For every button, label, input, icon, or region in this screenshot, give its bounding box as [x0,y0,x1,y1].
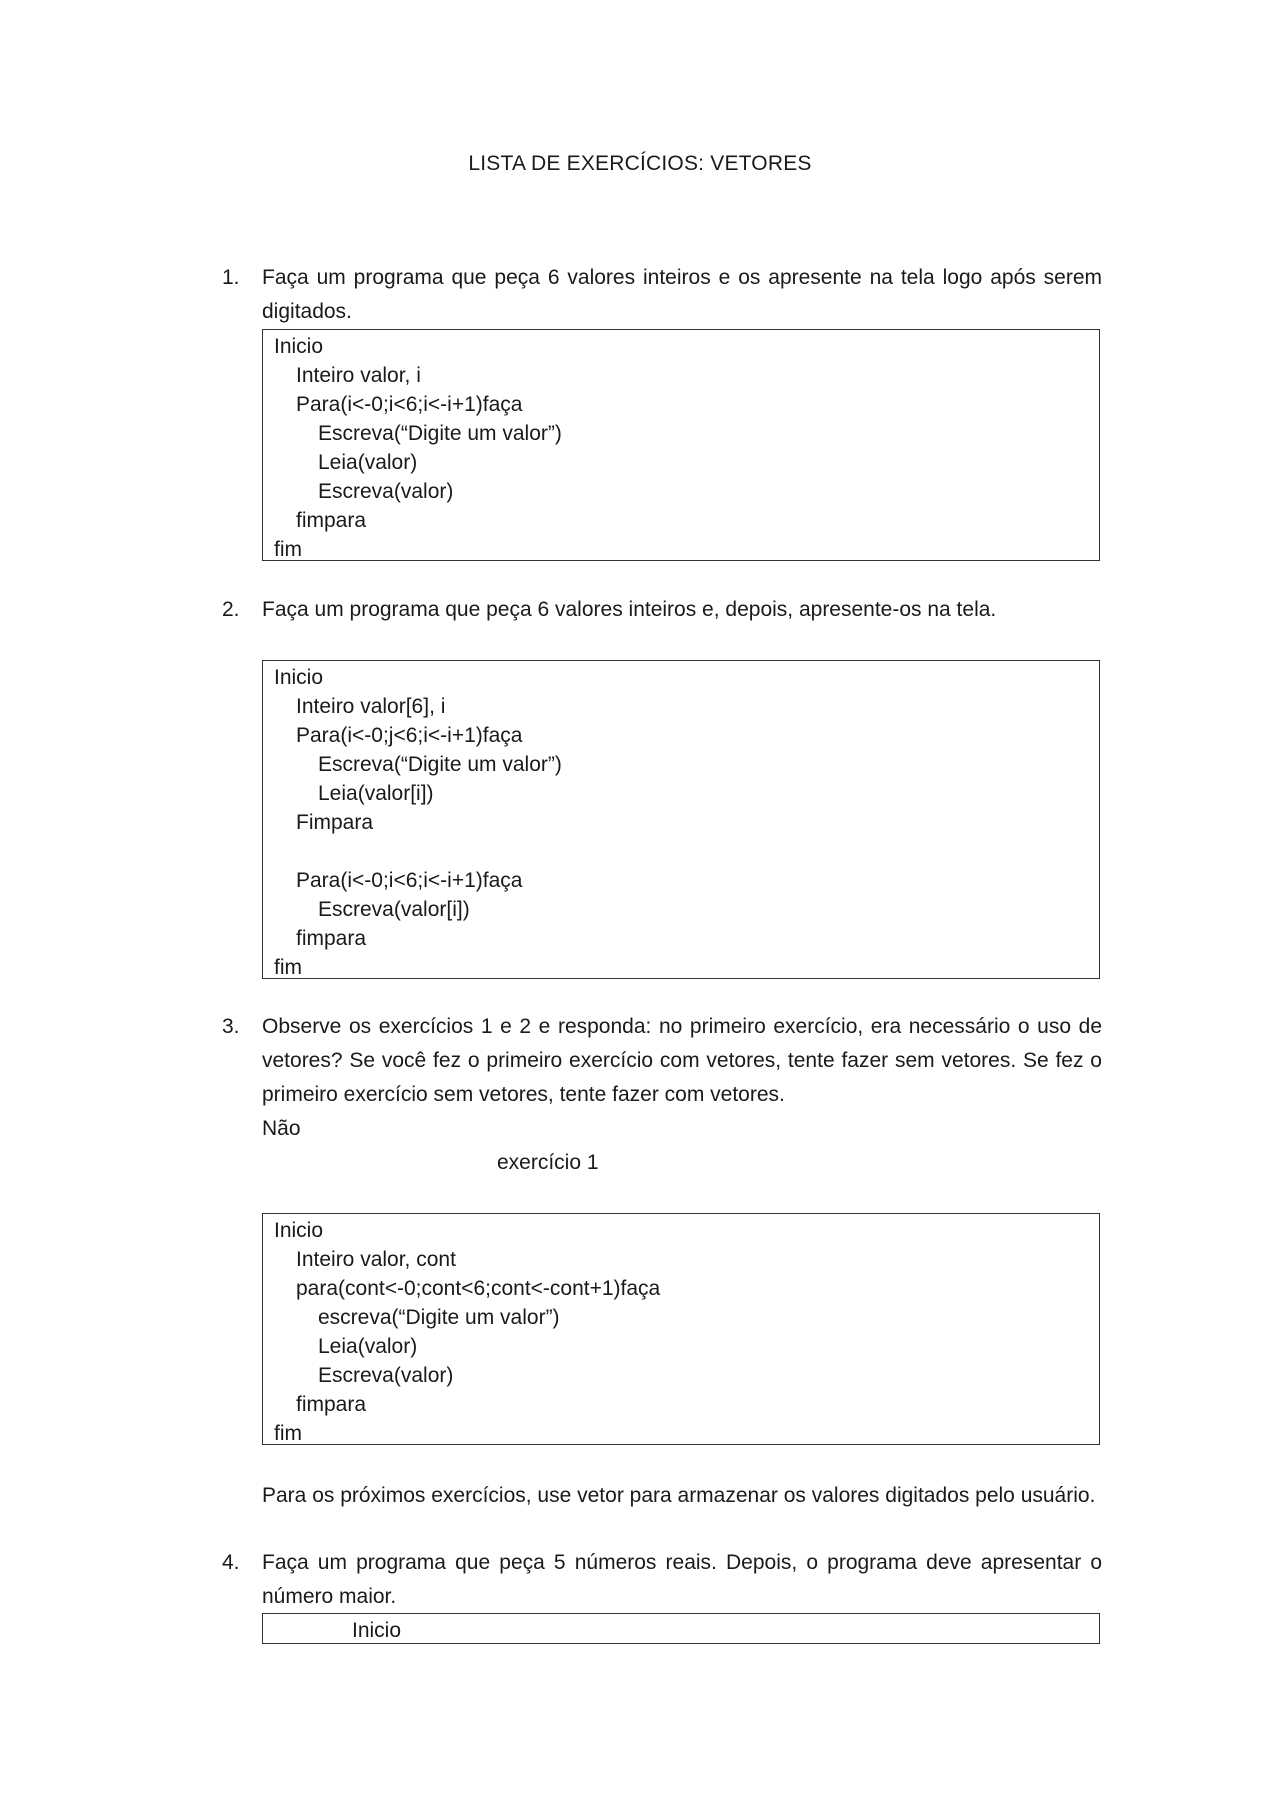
question-number: 3. [222,1015,240,1038]
question-number: 1. [222,266,240,289]
code-line: Leia(valor) [318,1335,418,1358]
code-line: Inicio [274,1219,324,1242]
code-line: Escreva(“Digite um valor”) [318,422,562,445]
code-line: Fimpara [296,811,374,834]
code-box-2 [262,660,1100,979]
question-text: Observe os exercícios 1 e 2 e responda: no primeiro exercício, era necessário o uso de vetores? Se você fez o primeiro exercício com vetores, tente fazer sem vetores. Se fez o primeiro exercício sem vetores, tente fazer com vetores. [262,1015,1102,1106]
code-line: Leia(valor) [318,451,418,474]
question-text: Faça um programa que peça 5 números reais. Depois, o programa deve apresentar o número maior. [262,1551,1102,1608]
code-line: Inicio [352,1619,402,1642]
exercise-subtitle: exercício 1 [497,1151,599,1174]
question-text: Faça um programa que peça 6 valores inteiros e os apresente na tela logo após serem digitados. [262,266,1102,323]
question-2 [222,593,1102,627]
code-line: Inteiro valor[6], i [296,695,446,718]
code-line: Inteiro valor, i [296,364,421,387]
code-line [274,837,1099,866]
code-line: fim [274,1422,302,1445]
question-1 [222,261,1102,329]
question-text: Faça um programa que peça 6 valores inteiros e, depois, apresente-os na tela. [262,598,997,621]
code-line: fim [274,956,302,979]
code-line: fimpara [296,927,367,950]
code-line: escreva(“Digite um valor”) [318,1306,560,1329]
question-number: 2. [222,598,240,621]
code-line: Para(i<-0;i<6;i<-i+1)faça [296,869,523,892]
code-line: Inicio [274,666,324,689]
instruction-note: Para os próximos exercícios, use vetor para armazenar os valores digitados pelo usuário. [262,1484,1096,1507]
code-line: Leia(valor[i]) [318,782,434,805]
code-line: fimpara [296,509,367,532]
code-line: Escreva(valor[i]) [318,898,470,921]
code-box-4 [262,1613,1100,1644]
code-line: Escreva(valor) [318,480,454,503]
question-4 [222,1546,1102,1614]
code-line: fim [274,538,302,561]
question-3 [222,1010,1102,1112]
code-line: Escreva(valor) [318,1364,454,1387]
code-line: para(cont<-0;cont<6;cont<-cont+1)faça [296,1277,661,1300]
code-line: Para(i<-0;j<6;i<-i+1)faça [296,724,523,747]
code-line: Para(i<-0;i<6;i<-i+1)faça [296,393,523,416]
code-box-3 [262,1213,1100,1445]
code-line: Escreva(“Digite um valor”) [318,753,562,776]
code-line: Inicio [274,335,324,358]
answer-text: Não [262,1117,301,1140]
code-line: Inteiro valor, cont [296,1248,456,1271]
page-title: LISTA DE EXERCÍCIOS: VETORES [468,152,812,175]
code-line: fimpara [296,1393,367,1416]
question-number: 4. [222,1551,240,1574]
code-box-1 [262,329,1100,561]
